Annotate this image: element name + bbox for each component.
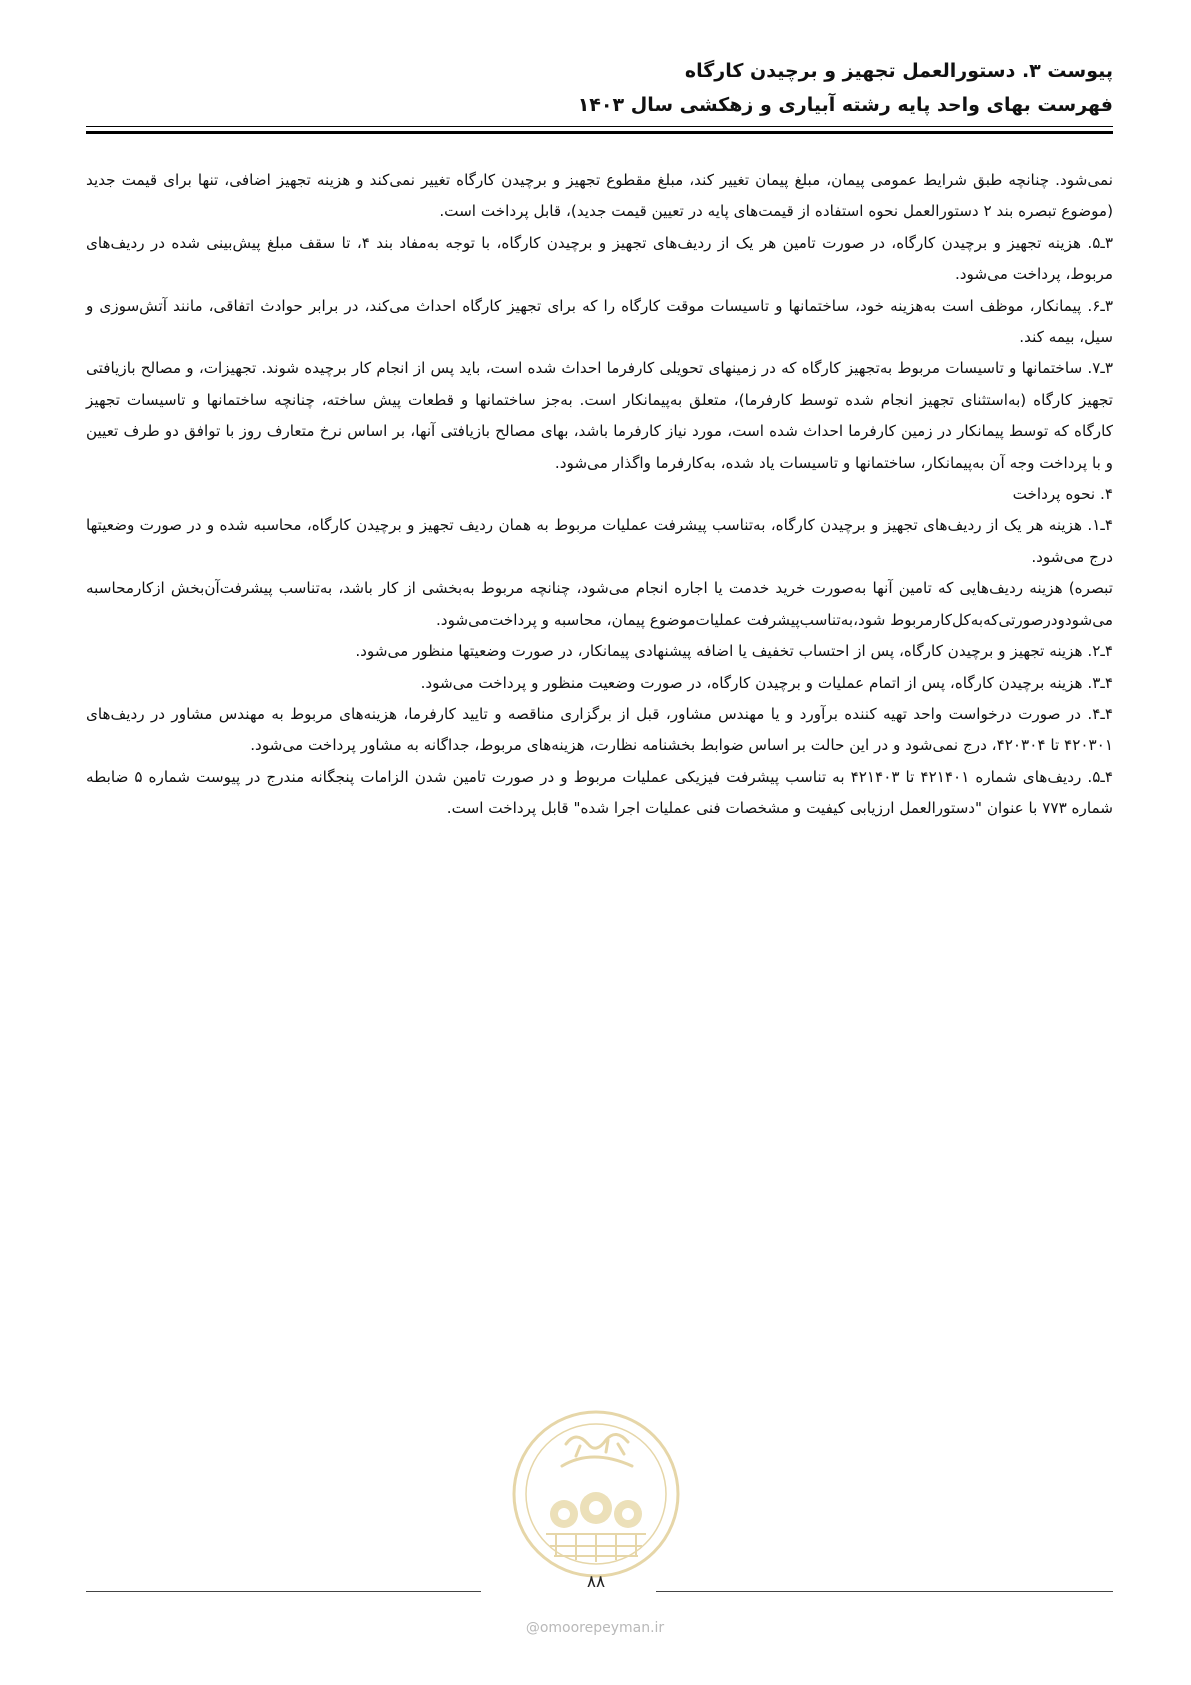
watermark-seal [506,1404,686,1584]
paragraph-4-1: ۴ـ۱. هزینه هر یک از ردیف‌های تجهیز و برچیدن کارگاه، به‌تناسب پیشرفت عملیات مربوط به همان ردیف تجهیز و برچیدن کارگاه، محاسبه شده و در صورت وضعیتها درج می‌شود. [86,516,1113,566]
paragraph-4-5: ۴ـ۵. ردیف‌های شماره ۴۲۱۴۰۱ تا ۴۲۱۴۰۳ به تناسب پیشرفت فیزیکی عملیات مربوط و در صورت تامین شدن الزامات پنجگانه مندرج در پیوست شماره ۵ ضابطه شماره ۷۷۳ با عنوان "دستورالعمل ارزیابی کیفیت و مشخصات فنی عملیات اجرا شده" قابل پرداخت است. [86,767,1114,818]
document-body [86,165,1113,825]
header-title: پیوست ۳. دستورالعمل تجهیز و برچیدن کارگاه [684,60,1113,82]
page-number: ۸۸ [586,1572,606,1592]
paragraph-3-6: ۳ـ۶. پیمانکار، موظف است به‌هزینه خود، ساختمانها و تاسیسات موقت کارگاه را که برای تجهیز کارگاه احداث می‌کند، در برابر حوادث اتفاقی، مانند آتش‌سوزی و سیل، بیمه کند. [86,296,1113,347]
paragraph-4-3: ۴ـ۳. هزینه برچیدن کارگاه، پس از اتمام عملیات و برچیدن کارگاه، در صورت وضعیت منظور و پرداخت می‌شود. [420,673,1113,692]
footer-website[interactable]: @omoorepeyman.ir [525,1620,665,1636]
paragraph-4-2: ۴ـ۲. هزینه تجهیز و برچیدن کارگاه، پس از احتساب تخفیف یا اضافه پیشنهادی پیمانکار، در صورت وضعیتها منظور می‌شود. [355,642,1113,661]
section-heading-payment: ۴. نحوه پرداخت [1012,485,1113,504]
seal-logo-icon [506,1404,686,1584]
footer-rule-left [86,1591,481,1592]
header-rule-thick [86,131,1113,134]
paragraph-4-4: ۴ـ۴. در صورت درخواست واحد تهیه کننده برآورد و یا مهندس مشاور، قبل از برگزاری مناقصه و تایید کارفرما، هزینه‌های مربوط به مهندس مشاور در ردیف‌های ۴۲۰۳۰۱ تا ۴۲۰۳۰۴، درج نمی‌شود و در این حالت بر اساس ضوابط بخشنامه نظارت، هزینه‌های مربوط، جداگانه به مشاور پرداخت می‌شود. [86,704,1113,755]
paragraph-3-5: ۳ـ۵. هزینه تجهیز و برچیدن کارگاه، در صورت تامین هر یک از ردیف‌های تجهیز و برچیدن کارگاه، با توجه به‌مفاد بند ۴، تا سقف مبلغ پیش‌بینی شده در ردیف‌های مربوط، پرداخت می‌شود. [86,233,1113,284]
footer-rule-right [656,1591,1113,1592]
paragraph-note: تبصره) هزینه ردیف‌هایی که تامین آنها به‌صورت خرید خدمت یا اجاره انجام می‌شود، چنانچه مربوط به‌بخشی از کار باشد، به‌تناسب پیشرفت‌آن‌بخش ازکارمحاسبه می‌شودودرصورتی‌که‌به‌کل‌کارمربوط شود،به‌تناسب‌پیشرفت عملیات‌موضوع پیمان، محاسبه و پرداخت‌می‌شود. [86,579,1113,629]
header-rule-thin [86,126,1113,127]
paragraph-3-7: ۳ـ۷. ساختمانها و تاسیسات مربوط به‌تجهیز کارگاه که در زمینهای تحویلی کارفرما احداث شده است، باید پس از انجام کار برچیده شوند. تجهیزات، و مصالح بازیافتی تجهیز کارگاه (به‌استثنای تجهیز انجام شده توسط کارفرما)، متعلق به‌پیمانکار است. به‌جز ساختمانها و قطعات پیش ساخته، چنانچه ساختمانها و تاسیسات تجهیز کارگاه که توسط پیمانکار در زمین کارفرما احداث شده است، مورد نیاز کارفرما باشد، بهای مصالح بازیافتی آنها، بر اساس نرخ متعارف روز با توافق دو طرف تعیین و با پرداخت وجه آن به‌پیمانکار، ساختمانها و تاسیسات یاد شده، به‌کارفرما واگذار می‌شود. [86,359,1113,472]
page-header [86,54,1113,122]
paragraph-continuation: نمی‌شود. چنانچه طبق شرایط عمومی پیمان، مبلغ پیمان تغییر کند، مبلغ مقطوع تجهیز و برچیدن کارگاه تغییر نمی‌کند و هزینه تجهیز اضافی، تنها برای قیمت جدید (موضوع تبصره بند ۲ دستورالعمل نحوه استفاده از قیمت‌های پایه در تعیین قیمت جدید)، قابل پرداخت است. [86,171,1113,221]
header-subtitle: فهرست بهای واحد پایه رشته آبیاری و زهکشی سال ۱۴۰۳ [577,94,1113,116]
